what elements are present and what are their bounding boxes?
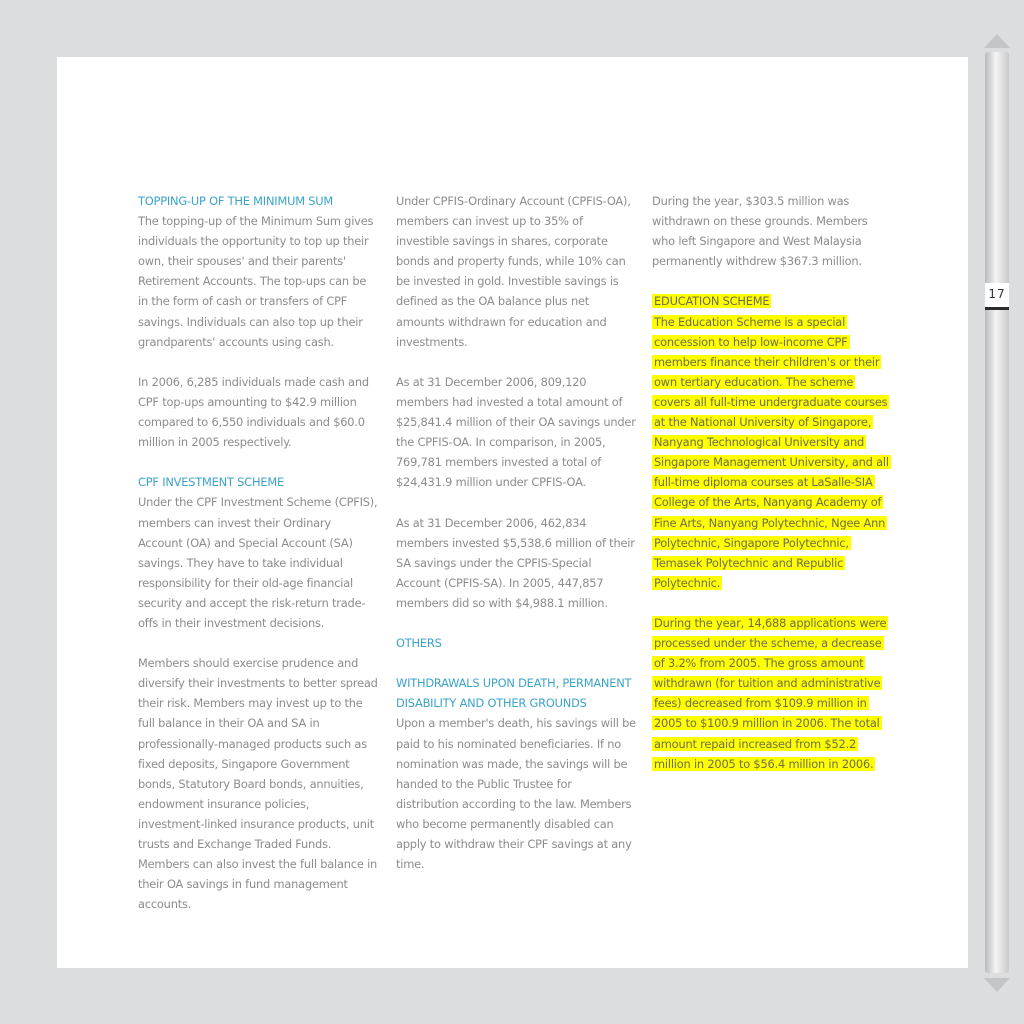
page-number-indicator[interactable]: 17 bbox=[985, 283, 1009, 310]
paragraph: Under CPFIS-Ordinary Account (CPFIS-OA), members can invest up to 35% of investible savings in shares, corporate bonds and property funds, while 10% can be invested in gold. Investible savings is defined as the OA balance plus net amounts withdrawn for education and investments. bbox=[396, 194, 631, 349]
document-page bbox=[57, 57, 968, 968]
text-column-2 bbox=[396, 191, 636, 874]
highlighted-paragraph: The Education Scheme is a special concession to help low-income CPF members finance their children's or their own tertiary education. The scheme covers all full-time undergraduate courses at the National University of Singapore, Nanyang Technological University and Singapore Management University, and all full-time diploma courses at LaSalle-SIA College of the Arts, Nanyang Academy of Fine Arts, Nanyang Polytechnic, Ngee Ann Polytechnic, Singapore Polytechnic, Temasek Polytechnic and Republic Polytechnic. bbox=[654, 314, 889, 590]
paragraph: Under the CPF Investment Scheme (CPFIS), members can invest their Ordinary Account (OA) and Special Account (SA) savings. They have to take individual responsibility for their old-age financial security and accept the risk-return trade-offs in their investment decisions. bbox=[138, 495, 378, 630]
paragraph: In 2006, 6,285 individuals made cash and CPF top-ups amounting to $42.9 million compared to 6,550 individuals and $60.0 million in 2005 respectively. bbox=[138, 374, 369, 450]
paragraph: The topping-up of the Minimum Sum gives individuals the opportunity to top up their own, their spouses' and their parents' Retirement Accounts. The top-ups can be in the form of cash or transfers of CPF savings. Individuals can also top up their grandparents' accounts using cash. bbox=[138, 214, 374, 349]
paragraph: As at 31 December 2006, 809,120 members had invested a total amount of $25,841.4 million of their OA savings under the CPFIS-OA. In comparison, in 2005, 769,781 members invested a total of $24,431.9 million under CPFIS-OA. bbox=[396, 374, 636, 490]
section-heading-others: OTHERS bbox=[396, 636, 442, 651]
section-heading-education: EDUCATION SCHEME bbox=[654, 294, 770, 309]
section-heading-topping-up: TOPPING-UP OF THE MINIMUM SUM bbox=[138, 194, 334, 208]
paragraph: As at 31 December 2006, 462,834 members invested $5,538.6 million of their SA savings under the CPFIS-Special Account (CPFIS-SA). In 2005, 447,857 members did so with $4,988.1 million. bbox=[396, 515, 635, 610]
paragraph: During the year, $303.5 million was withdrawn on these grounds. Members who left Singapore and West Malaysia permanently withdrew $367.3 million. bbox=[652, 194, 868, 269]
scroll-up-arrow-icon[interactable] bbox=[984, 34, 1010, 48]
highlighted-section bbox=[652, 291, 892, 311]
section-heading-cpf-investment: CPF INVESTMENT SCHEME bbox=[138, 475, 284, 490]
text-column-3 bbox=[652, 191, 892, 774]
highlighted-paragraph: During the year, 14,688 applications were processed under the scheme, a decrease of 3.2% from 2005. The gross amount withdrawn (for tuition and administrative fees) decreased from $109.9 million in 2005 to $100.9 million in 2006. The total amount repaid increased from $52.2 million in 2005 to $56.4 million in 2006. bbox=[654, 615, 887, 771]
scroll-down-arrow-icon[interactable] bbox=[984, 978, 1010, 992]
paragraph: Members should exercise prudence and diversify their investments to better spread their risk. Members may invest up to the full balance in their OA and SA in professionally-managed products such as fixed deposits, Singapore Government bonds, Statutory Board bonds, annuities, endowment insurance policies, investment-linked insurance products, unit trusts and Exchange Traded Funds. Members can also invest the full balance in their OA savings in fund management accounts. bbox=[138, 656, 378, 912]
paragraph: Upon a member's death, his savings will be paid to his nominated beneficiaries. If no nomination was made, the savings will be handed to the Public Trustee for distribution according to the law. Members who become permanently disabled can apply to withdraw their CPF savings at any time. bbox=[396, 716, 636, 872]
text-column-1 bbox=[138, 191, 378, 914]
section-heading-withdrawals: WITHDRAWALS UPON DEATH, PERMANENT DISABILITY AND OTHER GROUNDS bbox=[396, 676, 632, 711]
page-scrollbar[interactable] bbox=[985, 52, 1009, 973]
